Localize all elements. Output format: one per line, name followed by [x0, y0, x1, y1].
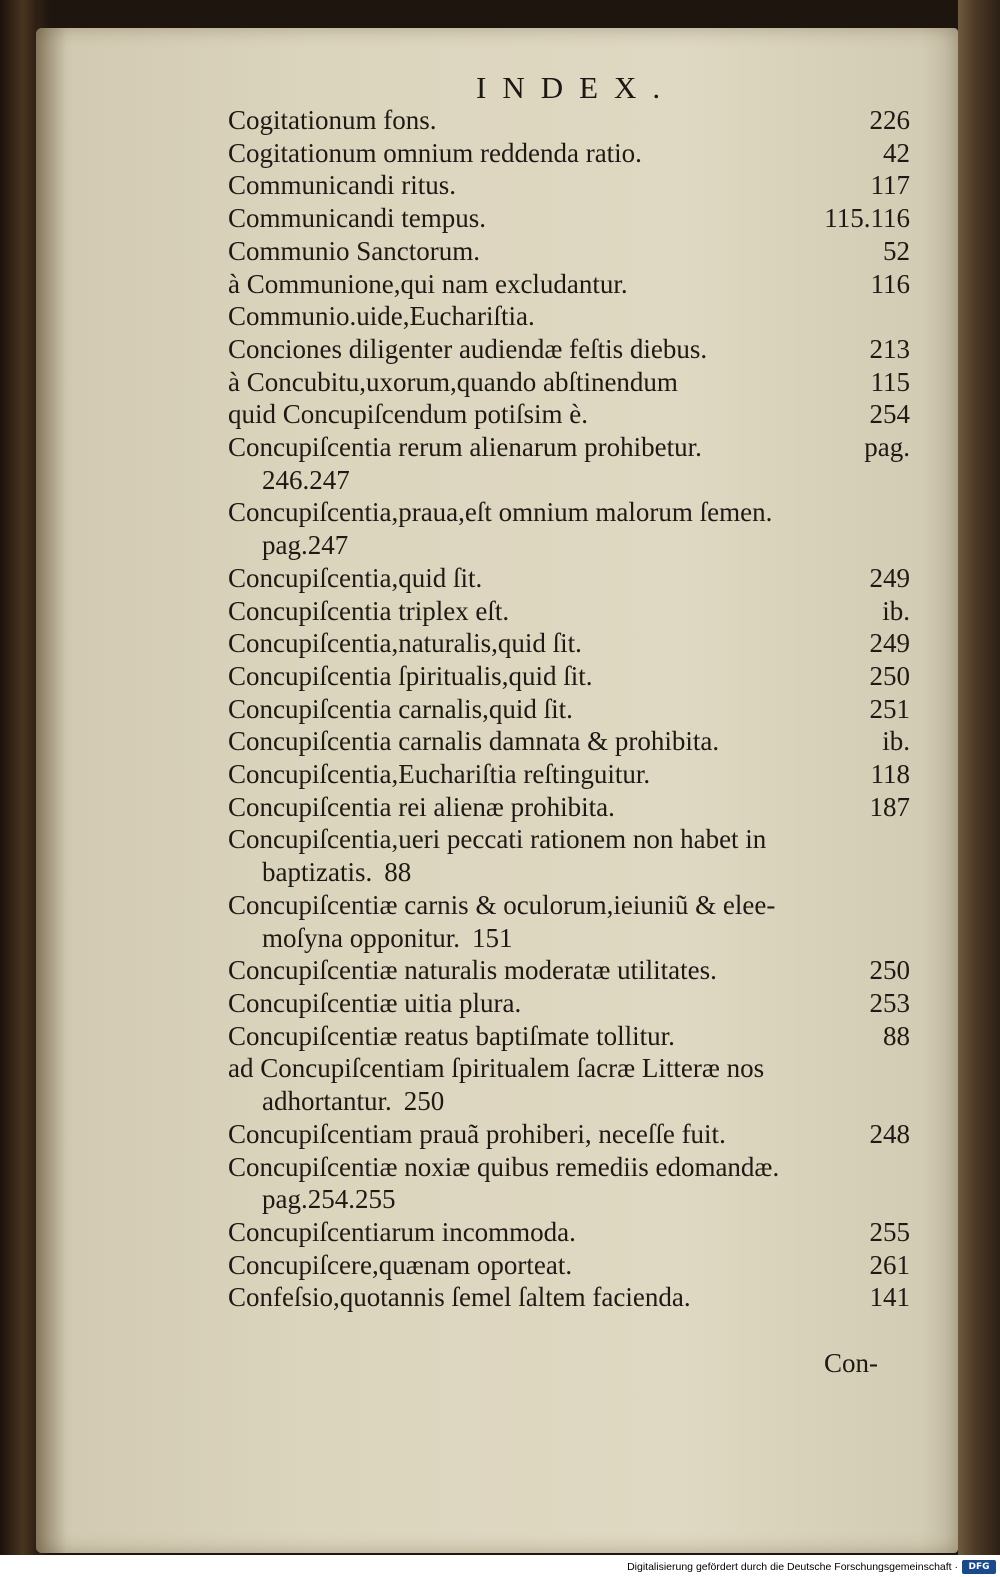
- index-entry: [228, 725, 910, 758]
- index-entry-continuation: [228, 529, 910, 562]
- index-page-reference: 42: [883, 137, 910, 168]
- catchword: Con-: [824, 1348, 878, 1378]
- running-head: INDEX.: [476, 70, 677, 105]
- index-entry: [228, 1118, 910, 1151]
- index-entry: [228, 660, 910, 693]
- index-entry-text: Communicandi ritus.: [228, 170, 456, 201]
- index-entry-continuation: [228, 1085, 910, 1118]
- index-page-reference: 52: [883, 235, 910, 266]
- index-page-reference: 253: [869, 987, 910, 1018]
- index-page-reference: 151: [472, 922, 513, 953]
- book-binding-right: [958, 0, 1000, 1555]
- index-entry: [228, 1249, 910, 1282]
- index-page-reference: 226: [869, 105, 910, 135]
- dfg-logo-icon: DFG: [962, 1560, 996, 1574]
- index-entry-text: Concupiſcentia,ueri peccati rationem non habet in: [228, 824, 767, 855]
- index-page-reference: 255: [869, 1216, 910, 1247]
- index-entry-text: quid Concupiſcendum potiſsim è.: [228, 399, 588, 430]
- index-page-reference: 254: [869, 399, 910, 430]
- index-entry-text: pag.247: [262, 530, 349, 561]
- index-entry-list: [228, 104, 910, 1314]
- index-entry-continuation: [228, 1183, 910, 1216]
- index-entry-continuation: [228, 464, 910, 497]
- index-entry-text: Concupiſcentiæ reatus baptiſmate tollitur.: [228, 1020, 675, 1051]
- index-entry-text: Concupiſcentiæ carnis & oculorum,ieiuniũ & elee-: [228, 889, 776, 920]
- index-page-reference: 116: [870, 268, 910, 299]
- book-binding-left: [0, 0, 38, 1555]
- index-page-reference: 117: [870, 170, 910, 201]
- index-entry-text: Concupiſcentiam prauã prohiberi, neceſſe fuit.: [228, 1118, 726, 1149]
- index-entry-text: Communio Sanctorum.: [228, 235, 480, 266]
- index-entry-text: Concupiſcentia,naturalis,quid ſit.: [228, 628, 582, 659]
- index-entry: [228, 987, 910, 1020]
- index-entry: [228, 268, 910, 301]
- index-entry: [228, 169, 910, 202]
- index-entry: [228, 823, 910, 856]
- index-entry: [228, 627, 910, 660]
- index-entry-text: ad Concupiſcentiam ſpiritualem ſacræ Litteræ nos: [228, 1053, 765, 1084]
- index-entry-continuation: [228, 856, 910, 889]
- index-entry-text: Communicandi tempus.: [228, 203, 486, 234]
- index-entry-text: 246.247: [262, 464, 350, 495]
- index-entry-text: Concupiſcentiæ uitia plura.: [228, 987, 522, 1018]
- index-entry: [228, 366, 910, 399]
- index-entry: [228, 202, 910, 235]
- index-entry: [228, 758, 910, 791]
- index-entry: [228, 333, 910, 366]
- index-page-reference: 249: [869, 562, 910, 593]
- index-entry: [228, 1052, 910, 1085]
- index-page-reference: 88: [384, 857, 412, 888]
- index-entry: [228, 496, 910, 529]
- page-gutter-shadow: [36, 28, 66, 1553]
- index-entry-text: à Concubitu,uxorum,quando abſtinendum: [228, 366, 678, 397]
- index-page-reference: pag.: [864, 432, 910, 463]
- index-entry-text: Cogitationum fons.: [228, 105, 437, 135]
- index-page-reference: 88: [883, 1020, 910, 1051]
- index-page-reference: 261: [869, 1249, 910, 1280]
- index-entry: [228, 1151, 910, 1184]
- index-page-reference: ib.: [882, 726, 910, 757]
- index-page-reference: 115: [870, 366, 910, 397]
- index-entry: [228, 300, 910, 333]
- index-page-reference: 118: [870, 759, 910, 790]
- index-entry-text: Concupiſcentiæ naturalis moderatæ utilitates.: [228, 955, 717, 986]
- index-entry: [228, 595, 910, 628]
- index-entry-text: pag.254.255: [262, 1184, 396, 1215]
- index-entry: [228, 431, 910, 464]
- index-page-reference: 250: [403, 1086, 445, 1117]
- index-entry-text: Confeſsio,quotannis ſemel ſaltem facienda.: [228, 1282, 691, 1313]
- index-entry-text: Concupiſcentia rerum alienarum prohibetur.: [228, 432, 702, 463]
- index-entry-text: Concupiſcentia carnalis damnata & prohibita.: [228, 726, 720, 757]
- index-entry-text: Concupiſcentiæ noxiæ quibus remediis edomandæ.: [228, 1151, 780, 1182]
- index-entry-text: Concupiſcentia,praua,eſt omnium malorum ſemen.: [228, 497, 773, 528]
- index-entry: [228, 791, 910, 824]
- index-page-reference: 249: [869, 628, 910, 659]
- index-entry-text: Concupiſcentia triplex eſt.: [228, 595, 510, 626]
- index-page-reference: 251: [869, 693, 910, 724]
- index-entry: [228, 1216, 910, 1249]
- index-entry-text: Concupiſcentiarum incommoda.: [228, 1216, 576, 1247]
- index-entry: [228, 954, 910, 987]
- index-page-reference: 248: [869, 1118, 910, 1149]
- index-entry: [228, 104, 910, 137]
- index-page-reference: 250: [869, 955, 910, 986]
- index-entry-text: adhortantur.: [262, 1086, 392, 1117]
- index-entry: [228, 137, 910, 170]
- index-entry-text: baptizatis.: [262, 857, 373, 888]
- index-entry: [228, 562, 910, 595]
- index-entry-text: Concupiſcentia,quid ſit.: [228, 562, 483, 593]
- index-entry-text: Communio.uide,Euchariſtia.: [228, 301, 535, 332]
- index-entry-text: Concupiſcentia ſpiritualis,quid ſit.: [228, 660, 593, 691]
- index-entry-text: Cogitationum omnium reddenda ratio.: [228, 137, 642, 168]
- index-page-reference: 213: [869, 333, 910, 364]
- index-entry-text: Concupiſcere,quænam oporteat.: [228, 1249, 573, 1280]
- digitization-credit: Digitalisierung gefördert durch die Deutsche Forschungsgemeinschaft ·: [627, 1561, 958, 1573]
- index-entry: [228, 1281, 910, 1314]
- index-entry-text: moſyna opponitur.: [262, 922, 460, 953]
- index-page-reference: 250: [869, 660, 910, 691]
- index-entry: [228, 889, 910, 922]
- index-entry-text: Concupiſcentia rei alienæ prohibita.: [228, 791, 615, 822]
- index-page-reference: 115.116: [824, 203, 910, 234]
- index-page-reference: 187: [869, 791, 910, 822]
- index-entry: [228, 693, 910, 726]
- index-entry-text: Concupiſcentia,Euchariſtia reſtinguitur.: [228, 759, 651, 790]
- footer-band: [0, 1555, 1000, 1577]
- index-entry-text: Conciones diligenter audiendæ feſtis diebus.: [228, 333, 708, 364]
- index-entry: [228, 235, 910, 268]
- index-entry: [228, 398, 910, 431]
- index-page-reference: ib.: [882, 595, 910, 626]
- index-entry-continuation: [228, 922, 910, 955]
- index-entry-text: à Communione,qui nam excludantur.: [228, 268, 628, 299]
- index-entry-text: Concupiſcentia carnalis,quid ſit.: [228, 693, 573, 724]
- index-page-reference: 141: [869, 1282, 910, 1313]
- index-entry: [228, 1020, 910, 1053]
